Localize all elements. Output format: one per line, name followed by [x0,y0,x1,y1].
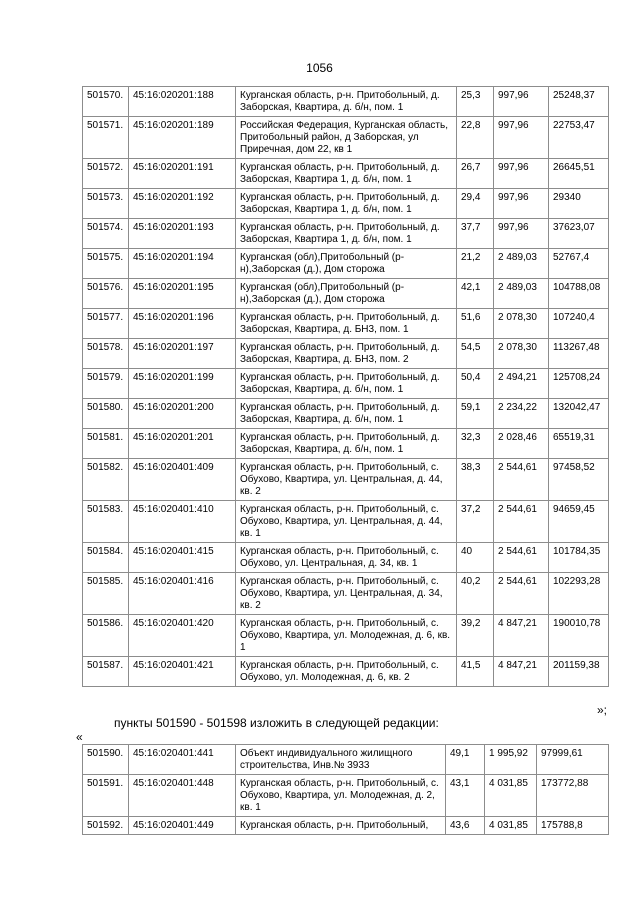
table-row [83,309,609,339]
table-row [83,399,609,429]
area-cell: 26,7 [457,159,494,189]
area-cell: 25,3 [457,87,494,117]
item-number-cell: 501587. [83,657,129,687]
table-row [83,159,609,189]
cadastral-value-cell: 125708,24 [549,369,609,399]
cadastral-value-cell: 102293,28 [549,573,609,615]
address-cell: Курганская (обл),Притобольный (р-н),Заборская (д.), Дом сторожа [236,279,457,309]
cadastral-value-cell: 94659,45 [549,501,609,543]
cadastral-number-cell: 45:16:020401:415 [129,543,236,573]
table-row [83,775,609,817]
address-cell: Курганская область, р-н. Притобольный, д. Заборская, Квартира 1, д. б/н, пом. 1 [236,159,457,189]
cadastral-number-cell: 45:16:020401:448 [129,775,236,817]
table-row [83,189,609,219]
table-row [83,249,609,279]
rate-cell: 2 078,30 [494,309,549,339]
address-cell: Курганская область, р-н. Притобольный, с. Обухово, Квартира, ул. Центральная, д. 44, кв. 2 [236,459,457,501]
address-cell: Объект индивидуального жилищного строительства, Инв.№ 3933 [236,745,446,775]
amendment-instruction: пункты 501590 - 501598 изложить в следующей редакции: [114,716,439,730]
item-number-cell: 501572. [83,159,129,189]
area-cell: 39,2 [457,615,494,657]
cadastral-value-table-body [83,87,609,687]
address-cell: Курганская область, р-н. Притобольный, с. Обухово, Квартира, ул. Молодежная, д. 2, кв. 1 [236,775,446,817]
table-row [83,543,609,573]
rate-cell: 2 544,61 [494,543,549,573]
table-row [83,117,609,159]
page-number: 1056 [306,61,333,75]
rate-cell: 2 489,03 [494,249,549,279]
table-row [83,339,609,369]
address-cell: Курганская область, р-н. Притобольный, д. Заборская, Квартира, д. б/н, пом. 1 [236,369,457,399]
cadastral-value-cell: 25248,37 [549,87,609,117]
item-number-cell: 501574. [83,219,129,249]
area-cell: 42,1 [457,279,494,309]
address-cell: Курганская область, р-н. Притобольный, с. Обухово, Квартира, ул. Молодежная, д. 6, кв. 1 [236,615,457,657]
cadastral-number-cell: 45:16:020401:441 [129,745,236,775]
area-cell: 59,1 [457,399,494,429]
table-row [83,817,609,835]
amended-items-table [82,744,609,835]
cadastral-value-cell: 132042,47 [549,399,609,429]
area-cell: 41,5 [457,657,494,687]
item-number-cell: 501586. [83,615,129,657]
address-cell: Курганская область, р-н. Притобольный, д. Заборская, Квартира 1, д. б/н, пом. 1 [236,189,457,219]
area-cell: 50,4 [457,369,494,399]
item-number-cell: 501578. [83,339,129,369]
cadastral-number-cell: 45:16:020201:199 [129,369,236,399]
area-cell: 29,4 [457,189,494,219]
table-row [83,369,609,399]
rate-cell: 997,96 [494,117,549,159]
item-number-cell: 501585. [83,573,129,615]
item-number-cell: 501571. [83,117,129,159]
item-number-cell: 501573. [83,189,129,219]
table-row [83,87,609,117]
cadastral-value-cell: 107240,4 [549,309,609,339]
area-cell: 43,1 [446,775,485,817]
item-number-cell: 501592. [83,817,129,835]
rate-cell: 4 847,21 [494,657,549,687]
cadastral-number-cell: 45:16:020201:195 [129,279,236,309]
item-number-cell: 501591. [83,775,129,817]
area-cell: 22,8 [457,117,494,159]
rate-cell: 4 031,85 [485,817,537,835]
rate-cell: 4 847,21 [494,615,549,657]
address-cell: Курганская область, р-н. Притобольный, д. Заборская, Квартира, д. б/н, пом. 1 [236,429,457,459]
cadastral-number-cell: 45:16:020201:189 [129,117,236,159]
rate-cell: 2 494,21 [494,369,549,399]
cadastral-number-cell: 45:16:020401:421 [129,657,236,687]
area-cell: 49,1 [446,745,485,775]
area-cell: 40,2 [457,573,494,615]
cadastral-value-cell: 97999,61 [537,745,609,775]
rate-cell: 2 544,61 [494,459,549,501]
table-row [83,745,609,775]
cadastral-number-cell: 45:16:020401:410 [129,501,236,543]
table-row [83,279,609,309]
rate-cell: 997,96 [494,189,549,219]
address-cell: Российская Федерация, Курганская область, Притобольный район, д Заборская, ул Приречная, дом 22, кв 1 [236,117,457,159]
item-number-cell: 501579. [83,369,129,399]
area-cell: 54,5 [457,339,494,369]
cadastral-value-cell: 175788,8 [537,817,609,835]
cadastral-number-cell: 45:16:020201:191 [129,159,236,189]
item-number-cell: 501575. [83,249,129,279]
cadastral-number-cell: 45:16:020401:409 [129,459,236,501]
area-cell: 37,7 [457,219,494,249]
address-cell: Курганская область, р-н. Притобольный, д. Заборская, Квартира, д. БН3, пом. 2 [236,339,457,369]
closing-quote: »; [597,703,608,717]
rate-cell: 1 995,92 [485,745,537,775]
item-number-cell: 501580. [83,399,129,429]
area-cell: 32,3 [457,429,494,459]
area-cell: 43,6 [446,817,485,835]
area-cell: 21,2 [457,249,494,279]
cadastral-value-cell: 113267,48 [549,339,609,369]
area-cell: 38,3 [457,459,494,501]
cadastral-value-cell: 201159,38 [549,657,609,687]
cadastral-number-cell: 45:16:020401:420 [129,615,236,657]
rate-cell: 2 028,46 [494,429,549,459]
rate-cell: 997,96 [494,87,549,117]
address-cell: Курганская область, р-н. Притобольный, с. Обухово, ул. Молодежная, д. 6, кв. 2 [236,657,457,687]
address-cell: Курганская область, р-н. Притобольный, с. Обухово, ул. Центральная, д. 34, кв. 1 [236,543,457,573]
cadastral-value-cell: 65519,31 [549,429,609,459]
address-cell: Курганская область, р-н. Притобольный, с. Обухово, Квартира, ул. Центральная, д. 44, кв. 1 [236,501,457,543]
address-cell: Курганская (обл),Притобольный (р-н),Заборская (д.), Дом сторожа [236,249,457,279]
cadastral-number-cell: 45:16:020201:196 [129,309,236,339]
item-number-cell: 501570. [83,87,129,117]
cadastral-value-table [82,86,609,687]
cadastral-number-cell: 45:16:020201:194 [129,249,236,279]
item-number-cell: 501576. [83,279,129,309]
rate-cell: 997,96 [494,219,549,249]
cadastral-value-cell: 22753,47 [549,117,609,159]
rate-cell: 2 234,22 [494,399,549,429]
cadastral-number-cell: 45:16:020201:192 [129,189,236,219]
table-row [83,429,609,459]
table-row [83,657,609,687]
item-number-cell: 501584. [83,543,129,573]
cadastral-value-cell: 29340 [549,189,609,219]
rate-cell: 4 031,85 [485,775,537,817]
table-row [83,501,609,543]
table-row [83,615,609,657]
cadastral-number-cell: 45:16:020401:416 [129,573,236,615]
table-row [83,573,609,615]
rate-cell: 2 078,30 [494,339,549,369]
cadastral-number-cell: 45:16:020201:193 [129,219,236,249]
amended-items-table-body [83,745,609,835]
item-number-cell: 501583. [83,501,129,543]
item-number-cell: 501581. [83,429,129,459]
cadastral-number-cell: 45:16:020201:200 [129,399,236,429]
rate-cell: 2 489,03 [494,279,549,309]
address-cell: Курганская область, р-н. Притобольный, д. Заборская, Квартира 1, д. б/н, пом. 1 [236,219,457,249]
address-cell: Курганская область, р-н. Притобольный, с. Обухово, Квартира, ул. Центральная, д. 34, кв. 2 [236,573,457,615]
cadastral-value-cell: 37623,07 [549,219,609,249]
item-number-cell: 501577. [83,309,129,339]
rate-cell: 997,96 [494,159,549,189]
item-number-cell: 501582. [83,459,129,501]
cadastral-value-cell: 173772,88 [537,775,609,817]
cadastral-value-cell: 26645,51 [549,159,609,189]
rate-cell: 2 544,61 [494,501,549,543]
cadastral-value-cell: 52767,4 [549,249,609,279]
address-cell: Курганская область, р-н. Притобольный, [236,817,446,835]
cadastral-value-cell: 190010,78 [549,615,609,657]
area-cell: 37,2 [457,501,494,543]
cadastral-number-cell: 45:16:020201:197 [129,339,236,369]
rate-cell: 2 544,61 [494,573,549,615]
table-row [83,219,609,249]
address-cell: Курганская область, р-н. Притобольный, д. Заборская, Квартира, д. б/н, пом. 1 [236,399,457,429]
cadastral-number-cell: 45:16:020401:449 [129,817,236,835]
cadastral-number-cell: 45:16:020201:201 [129,429,236,459]
cadastral-value-cell: 97458,52 [549,459,609,501]
cadastral-value-cell: 104788,08 [549,279,609,309]
cadastral-value-cell: 101784,35 [549,543,609,573]
item-number-cell: 501590. [83,745,129,775]
opening-quote: « [76,730,83,744]
address-cell: Курганская область, р-н. Притобольный, д. Заборская, Квартира, д. БН3, пом. 1 [236,309,457,339]
cadastral-number-cell: 45:16:020201:188 [129,87,236,117]
area-cell: 51,6 [457,309,494,339]
table-row [83,459,609,501]
area-cell: 40 [457,543,494,573]
address-cell: Курганская область, р-н. Притобольный, д. Заборская, Квартира, д. б/н, пом. 1 [236,87,457,117]
